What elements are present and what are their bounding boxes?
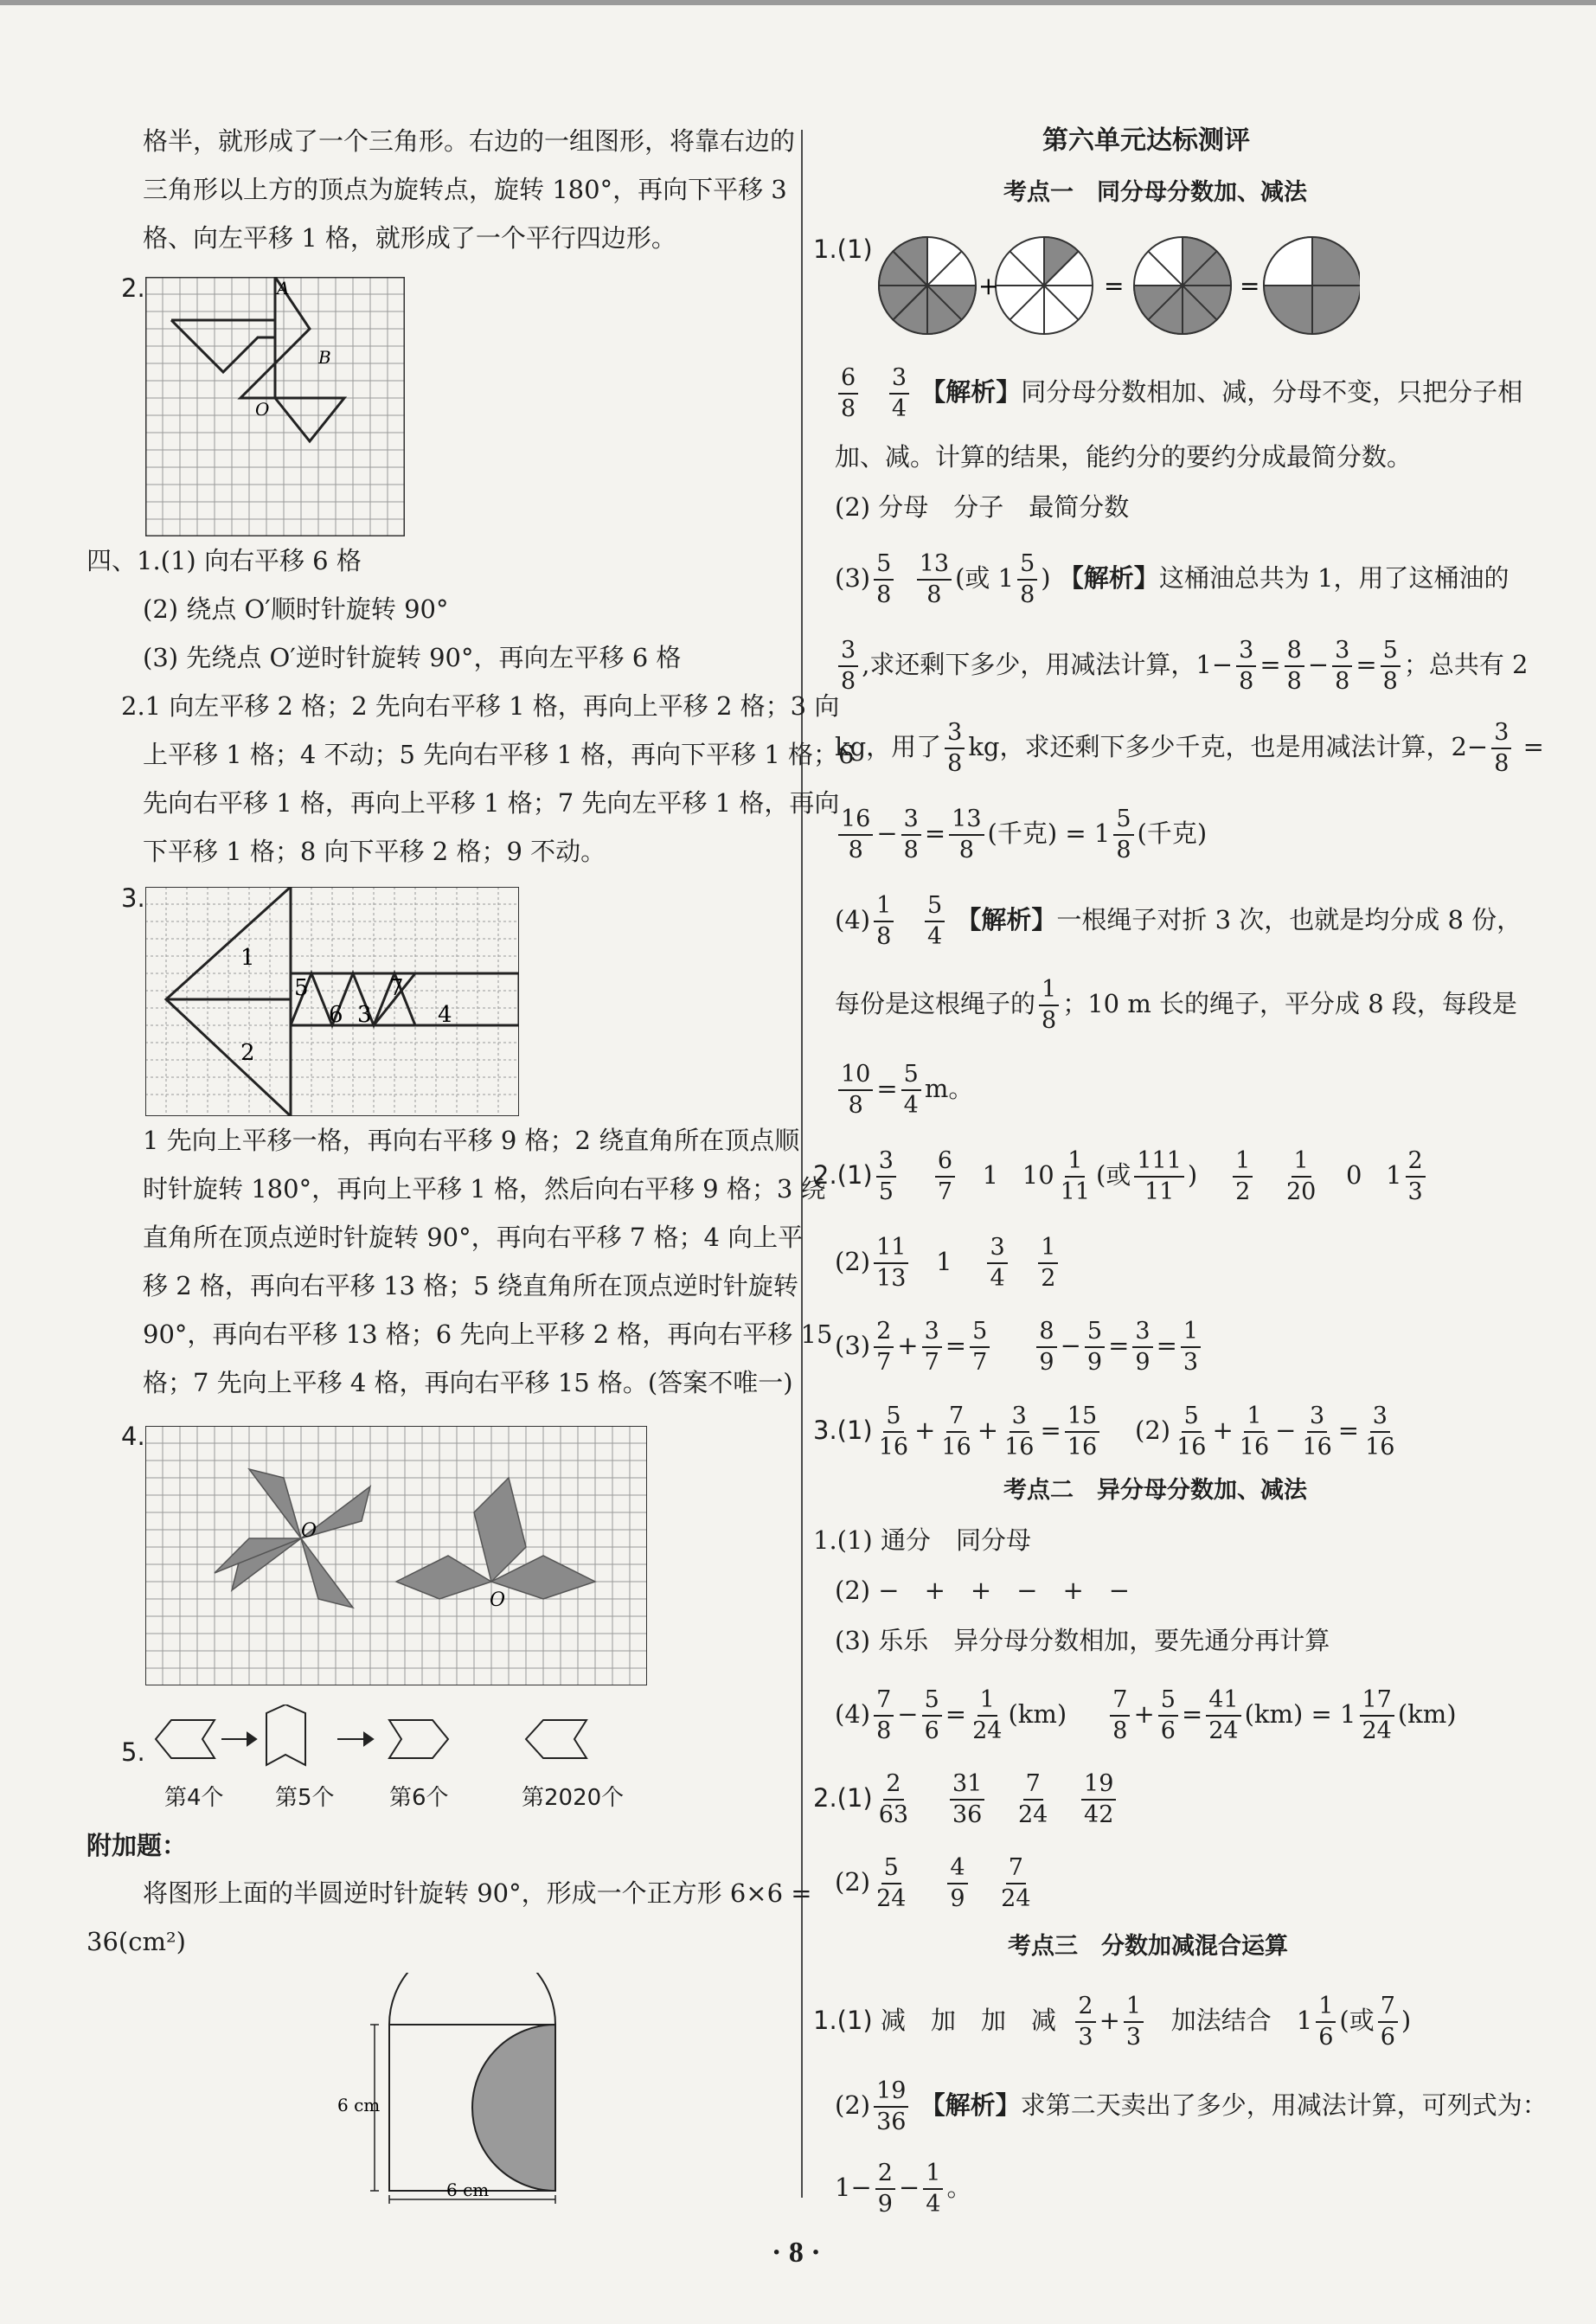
k2-2-2: (2) $\frac{5}{24}$ $\frac{4}{9}$ $\frac{7}{24}$	[835, 1854, 1031, 1912]
label-3: 3	[357, 1002, 372, 1028]
label-2: 2	[240, 1040, 255, 1066]
r-q1-1-label: 1.(1)	[813, 234, 873, 264]
op-eq2: =	[1240, 272, 1260, 300]
k2-2-1: 2.(1) $\frac{2}{63}$ $\frac{31}{36}$ $\frac{7}{24}$ $\frac{19}{42}$	[813, 1769, 1119, 1830]
caption-2020th: 第2020个	[522, 1785, 625, 1811]
bottom-length: 6 cm	[446, 2180, 490, 2200]
r-q1-3-line3: kg，用了 $\frac{3}{8}$ kg，求还剩下多少千克，也是用减法计算，2− $\frac{3}{8}$ =	[835, 719, 1544, 777]
k2-1-1: 1.(1) 通分 同分母	[813, 1525, 1031, 1555]
k2-1-2: (2) − + + − + −	[835, 1576, 1131, 1605]
unit-title: 第六单元达标测评	[1042, 125, 1250, 156]
label-4: 4	[438, 1002, 452, 1028]
r-q1-3-line2: $\frac{3}{8}$ ,求还剩下多少，用减法计算，1− $\frac{3}{8}$ = $\frac{8}{8}$ − $\frac{3}{8}$ = $\frac{5}{8}$ ；总共有 2	[835, 636, 1529, 697]
intro-line-1: 格半，就形成了一个三角形。右边的一组图形，将靠右边的	[143, 126, 796, 156]
section-4-q1-3: (3) 先绕点 O′逆时针旋转 90°，再向左平移 6 格	[143, 643, 682, 672]
q3-answer-line3: 直角所在顶点逆时针旋转 90°，再向右平移 7 格；4 向上平	[143, 1223, 804, 1252]
pie-diagram	[875, 234, 1360, 337]
label-b: B	[318, 347, 331, 368]
caption-5th: 第5个	[275, 1785, 335, 1811]
k3-2-line2: 1− $\frac{2}{9}$ − $\frac{1}{4}$ 。	[835, 2160, 972, 2218]
question-4-number: 4.	[121, 1422, 145, 1451]
side-length: 6 cm	[337, 2095, 381, 2115]
r-q1-1-jiexi2: 加、减。计算的结果，能约分的要约分成最简分数。	[835, 442, 1413, 472]
section-4-q2-line2: 上平移 1 格；4 不动；5 先向右平移 1 格，再向下平移 1 格；6	[143, 740, 855, 769]
r-q1-2: (2) 分母 分子 最简分数	[835, 492, 1130, 522]
question-5-number: 5.	[121, 1737, 145, 1767]
label-o1: O	[301, 1520, 317, 1542]
top-rule	[0, 0, 1596, 5]
r-q1-4-answer: (4) $\frac{1}{8}$ $\frac{5}{4}$ 【解析】一根绳子对折 3 次，也就是均分成 8 份，	[835, 892, 1522, 950]
grid-figure-3	[145, 887, 519, 1116]
section-4-q2-line4: 下平移 1 格；8 向下平移 2 格；9 不动。	[143, 837, 606, 866]
q3-answer-line4: 移 2 格，再向右平移 13 格；5 绕直角所在顶点逆时针旋转	[143, 1271, 798, 1300]
r-q3: 3.(1) $\frac{5}{16}$ + $\frac{7}{16}$ + $\frac{3}{16}$ = $\frac{15}{16}$ (2) $\frac{5}{16}$ + $\frac{1}{16}$ − $\frac{3}{16}$ = $\frac{3}{16}$	[813, 1403, 1395, 1461]
kp1-heading: 考点一 同分母分数加、减法	[1003, 179, 1307, 206]
r-q1-3-answer: (3) $\frac{5}{8}$ $\frac{13}{8}$ (或 1 $\frac{5}{8}$ ) 【解析】这桶油总共为 1，用了这桶油的	[835, 550, 1509, 608]
k2-1-4: (4) $\frac{7}{8}$ − $\frac{5}{6}$ = $\frac{1}{24}$ (km) $\frac{7}{8}$ + $\frac{5}{6}$ = $\frac{41}{24}$ (km) = 1 $\frac{17}{24}$ (km)	[835, 1686, 1457, 1744]
r-q1-4-line2: 每份是这根绳子的 $\frac{1}{8}$ ；10 m 长的绳子，平分成 8 段，每段是	[835, 976, 1517, 1034]
label-7: 7	[389, 975, 404, 1001]
extra-line2: 36(cm²)	[87, 1927, 186, 1956]
section-4-q2-line1: 2.1 向左平移 2 格；2 先向右平移 1 格，再向上平移 2 格；3 向	[121, 691, 840, 721]
section-4-q1-1: 四、1.(1) 向右平移 6 格	[87, 546, 362, 575]
section-4-q2-line3: 先向右平移 1 格，再向上平移 1 格；7 先向左平移 1 格，再向	[143, 788, 840, 818]
op-eq1: =	[1104, 272, 1125, 300]
pattern-sequence	[154, 1704, 638, 1774]
r-q2-1: 2.(1) $\frac{3}{5}$ $\frac{6}{7}$ 1 10 $\frac{1}{11}$ (或 $\frac{111}{11}$ ) $\frac{1}{2}$ $\frac{1}{20}$ 0 1 $\frac{2}{3}$	[813, 1146, 1429, 1207]
r-q1-4-line3: $\frac{10}{8}$ = $\frac{5}{4}$ m。	[835, 1060, 973, 1120]
q3-answer-line2: 时针旋转 180°，再向上平移 1 格，然后向右平移 9 格；3 绕	[143, 1174, 826, 1204]
extra-figure	[327, 1973, 578, 2206]
label-o: O	[255, 399, 270, 420]
caption-4th: 第4个	[164, 1785, 224, 1811]
q3-answer-line6: 格；7 先向上平移 4 格，再向右平移 15 格。(答案不唯一)	[143, 1368, 793, 1397]
label-o2: O	[490, 1589, 506, 1611]
question-3-number: 3.	[121, 883, 145, 913]
intro-line-3: 格、向左平移 1 格，就形成了一个平行四边形。	[143, 223, 676, 253]
k3-1: 1.(1) 减 加 加 减 $\frac{2}{3}$ + $\frac{1}{3}$ 加法结合 1 $\frac{1}{6}$ (或 $\frac{7}{6}$ )	[813, 1993, 1412, 2051]
label-1: 1	[240, 945, 255, 971]
op-plus: +	[978, 272, 999, 300]
page-number: · 8 ·	[772, 2237, 821, 2269]
extra-question-title: 附加题：	[87, 1831, 188, 1860]
extra-line1: 将图形上面的半圆逆时针旋转 90°，形成一个正方形 6×6 =	[143, 1878, 812, 1908]
label-a: A	[277, 278, 290, 299]
label-6: 6	[329, 1002, 343, 1028]
k2-1-3: (3) 乐乐 异分母分数相加，要先通分再计算	[835, 1626, 1330, 1655]
caption-6th: 第6个	[389, 1785, 449, 1811]
k3-2: (2) $\frac{19}{36}$ 【解析】求第二天卖出了多少，用减法计算，可列式为：	[835, 2077, 1548, 2135]
question-2-number: 2.	[121, 273, 145, 303]
r-q2-2: (2) $\frac{11}{13}$ 1 $\frac{3}{4}$ $\frac{1}{2}$	[835, 1233, 1061, 1294]
kp3-heading: 考点三 分数加减混合运算	[1008, 1933, 1288, 1960]
q3-answer-line5: 90°，再向右平移 13 格；6 先向上平移 2 格，再向右平移 15	[143, 1319, 833, 1349]
q3-answer-line1: 1 先向上平移一格，再向右平移 9 格；2 绕直角所在顶点顺	[143, 1126, 800, 1155]
r-q2-3: (3) $\frac{2}{7}$ + $\frac{3}{7}$ = $\frac{5}{7}$ $\frac{8}{9}$ − $\frac{5}{9}$ = $\frac{3}{9}$ = $\frac{1}{3}$	[835, 1317, 1204, 1377]
kp2-heading: 考点二 异分母分数加、减法	[1003, 1477, 1307, 1504]
section-4-q1-2: (2) 绕点 O′顺时针旋转 90°	[143, 594, 449, 624]
r-q1-3-line4: $\frac{16}{8}$ − $\frac{3}{8}$ = $\frac{13}{8}$ (千克) = 1 $\frac{5}{8}$ (千克)	[835, 805, 1207, 865]
r-q1-1-answer: $\frac{6}{8}$ $\frac{3}{4}$ 【解析】同分母分数相加、减，分母不变，只把分子相	[835, 363, 1522, 424]
grid-figure-4	[145, 1426, 647, 1685]
label-5: 5	[294, 975, 309, 1001]
intro-line-2: 三角形以上方的顶点为旋转点，旋转 180°，再向下平移 3	[143, 175, 787, 204]
grid-figure-2	[145, 277, 405, 536]
